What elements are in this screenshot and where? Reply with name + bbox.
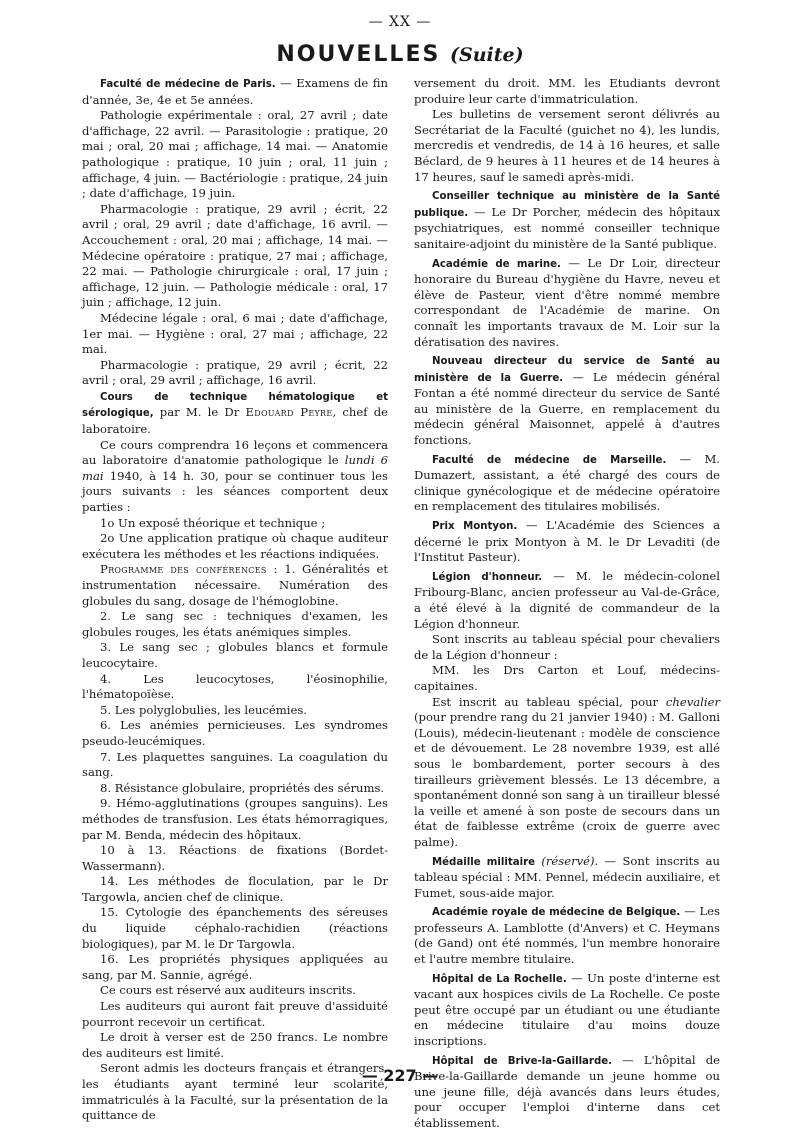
paragraph: Cours de technique hématologique et sérologique, par M. le Dr Edouard Peyre, chef de laboratoire. — [82, 391, 389, 437]
list-item: 2. Le sang sec : techniques d'examen, les globules rouges, les états anémiques simples. — [82, 609, 388, 639]
list-item: 6. Les anémies pernicieuses. Les syndromes pseudo-leucémiques. — [82, 718, 388, 748]
news-heading: Légion d'honneur. — [432, 571, 543, 583]
paragraph: Ce cours est réservé aux auditeurs inscrits. — [100, 983, 356, 998]
list-item: 15. Cytologie des épanchements des séreuses du liquide céphalo-rachidien (réactions biologiques), par M. le Dr Targowla. — [82, 905, 388, 951]
folio-roman: — XX — — [368, 14, 432, 30]
list-item: 7. Les plaquettes sanguines. La coagulation du sang. — [82, 749, 388, 780]
paragraph: Prix Montyon. — L'Académie des Sciences a décerné le prix Montyon à M. le Dr Levaditi (de l'Institut Pasteur). — [414, 518, 721, 565]
paragraph: Pharmacologie : pratique, 29 avril ; écrit, 22 avril ; oral, 29 avril ; date d'affichage, 16 avril. — Accouchement : oral, 20 mai ; affichage, 14 mai. — Médecine opératoire : pratique, 27 mai ; affichage, 22 mai. — Pathologie chirurgicale : oral, 17 juin ; affichage, 12 juin. — Pathologie médicale : oral, 17 juin ; affichage, 12 juin. — [82, 201, 388, 310]
paragraph: Les auditeurs qui auront fait preuve d'assiduité pourront recevoir un certificat. — [82, 999, 388, 1029]
paragraph: Programme des conférences : 1. Généralités et instrumentation nécessaire. Numération des globules du sang, dosage de l'hémoglobine. — [82, 562, 388, 608]
paragraph: Académie de marine. — Le Dr Loir, directeur honoraire du Bureau d'hygiène du Havre, neveu et élève de Pasteur, vient d'être nommé membre correspondant de l'Académie de marine. On connaît les importants travaux de M. Loir sur la dératisation des navires. — [414, 255, 720, 349]
section-title — [0, 42, 800, 67]
news-heading: Académie de marine. — [432, 258, 561, 270]
paragraph: Faculté de médecine de Paris. — Examens de fin d'année, 3e, 4e et 5e années. — [82, 76, 388, 107]
page-number: — 227 — — [361, 1066, 439, 1085]
left-column — [82, 76, 388, 1124]
news-heading: Conseiller technique au ministère de la Santé publique. — [414, 191, 720, 219]
paragraph: Le droit à verser est de 250 francs. Le nombre des auditeurs est limité. — [82, 1030, 388, 1060]
right-column — [414, 76, 720, 1132]
list-item: 4. Les leucocytoses, l'éosinophilie, l'hématopoïèse. — [82, 671, 388, 702]
paragraph: Faculté de médecine de Marseille. — M. Dumazert, assistant, a été chargé des cours de clinique gynécologique et de médecine opératoire en remplacement des titulaires mobilisés. — [414, 451, 720, 514]
list-item: 14. Les méthodes de floculation, par le Dr Targowla, ancien chef de clinique. — [82, 874, 388, 904]
news-heading: Prix Montyon. — [432, 521, 518, 533]
paragraph: Est inscrit au tableau spécial, pour chevalier (pour prendre rang du 21 janvier 1940) : M. Galloni (Louis), médecin-lieutenant : modèle de conscience et de dévouement. Le 28 novembre 1939, est allé sous le bombardement, porter secours à des tirailleurs grièvement blessés. Le 13 décembre, a spontanément donné son sang à un tirailleur blessé la veille et amené à son poste de secours dans un état de faiblesse extrême (croix de guerre avec palme). — [414, 694, 720, 849]
paragraph: Pathologie expérimentale : oral, 27 avril ; date d'affichage, 22 avril. — Parasitologie : pratique, 20 mai ; oral, 20 mai ; affichage, 14 mai. — Anatomie pathologique : pratique, 10 juin ; oral, 11 juin ; affichage, 4 juin. — Bactériologie : pratique, 24 juin ; date d'affichage, 19 juin. — [82, 108, 388, 201]
list-item: 9. Hémo-agglutinations (groupes sanguins). Les méthodes de transfusion. Les états hémorragiques, par M. Benda, médecin des hôpitaux. — [82, 796, 388, 842]
paragraph: 2o Une application pratique où chaque auditeur exécutera les méthodes et les réactions indiquées. — [82, 531, 388, 561]
news-heading: Hôpital de Brive-la-Gaillarde. — [432, 1055, 613, 1067]
section-title-text: NOUVELLES — [276, 42, 441, 67]
news-heading: Médaille militaire — [432, 856, 536, 868]
news-heading: Faculté de médecine de Paris. — [100, 79, 276, 90]
paragraph: Les bulletins de versement seront délivrés au Secrétariat de la Faculté (guichet no 4), les lundis, mercredis et vendredis, de 14 à 16 heures, et salle Béclard, de 9 heures à 11 heures et de 14 heures à 17 heures, sauf le samedi après-midi. — [414, 107, 720, 184]
news-heading: Cours de technique hématologique et sérologique, — [82, 391, 388, 420]
paragraph: Médecine légale : oral, 6 mai ; date d'affichage, 1er mai. — Hygiène : oral, 27 mai ; affichage, 22 mai. — [82, 310, 388, 357]
list-item: 5. Les polyglobulies, les leucémies. — [100, 702, 307, 717]
paragraph: MM. les Drs Carton et Louf, médecins-capitaines. — [414, 663, 720, 693]
paragraph: Académie royale de médecine de Belgique. — Les professeurs A. Lamblotte (d'Anvers) et C. Heymans (de Gand) ont été nommés, l'un membre honoraire et l'autre membre titulaire. — [414, 904, 720, 967]
paragraph: Nouveau directeur du service de Santé au ministère de la Guerre. — Le médecin général Fontan a été nommé directeur du service de Santé au ministère de la Guerre, en remplacement du médecin général Maisonnet, appelé à d'autres fonctions. — [414, 356, 720, 448]
list-item: 10 à 13. Réactions de fixations (Bordet-Wassermann). — [82, 843, 388, 873]
list-item: 3. Le sang sec ; globules blancs et formule leucocytaire. — [82, 640, 388, 670]
news-heading: Académie royale de médecine de Belgique. — [432, 907, 681, 919]
paragraph: Sont inscrits au tableau spécial pour chevaliers de la Légion d'honneur : — [414, 632, 720, 662]
paragraph: 1o Un exposé théorique et technique ; — [100, 515, 326, 530]
paragraph: Médaille militaire (réservé). — Sont inscrits au tableau spécial : MM. Pennel, médecin auxiliaire, et Fumet, sous-aide major. — [414, 853, 720, 900]
list-item: 8. Résistance globulaire, propriétés des sérums. — [100, 780, 385, 795]
news-heading: Faculté de médecine de Marseille. — [432, 454, 667, 466]
paragraph: Hôpital de Brive-la-Gaillarde. — L'hôpital de Brive-la-Gaillarde demande un jeune homme ou une jeune fille, déjà avancés dans leurs études, pour occuper l'emploi d'interne dans cet établissement. — [414, 1052, 720, 1130]
paragraph: Pharmacologie : pratique, 29 avril ; écrit, 22 avril ; oral, 29 avril ; affichage, 16 avril. — [82, 357, 388, 388]
news-heading: Nouveau directeur du service de Santé au ministère de la Guerre. — [414, 356, 720, 384]
paragraph: Seront admis les docteurs français et étrangers, les étudiants ayant terminé leur scolarité, immatriculés à la Faculté, sur la présentation de la quittance de — [82, 1061, 388, 1123]
programme-heading: Programme des conférences : — [100, 562, 278, 577]
list-item: 16. Les propriétés physiques appliquées au sang, par M. Sannie, agrégé. — [82, 952, 388, 982]
news-heading: Hôpital de La Rochelle. — [432, 973, 567, 985]
paragraph: Hôpital de La Rochelle. — Un poste d'interne est vacant aux hospices civils de La Rochelle. Ce poste peut être occupé par un étudiant ou une étudiante en médecine titulaire d'au moins douze inscriptions. — [414, 970, 720, 1049]
paragraph: Ce cours comprendra 16 leçons et commencera au laboratoire d'anatomie pathologique le lundi 6 mai 1940, à 14 h. 30, pour se continuer tous les jours suivants : les séances comportent deux parties : — [82, 437, 388, 515]
paragraph: Légion d'honneur. — M. le médecin-colonel Fribourg-Blanc, ancien professeur au Val-de-Grâce, a été élevé à la dignité de commandeur de la Légion d'honneur. — [414, 568, 720, 631]
section-title-suite: (Suite) — [450, 44, 524, 66]
paragraph: versement du droit. MM. les Etudiants devront produire leur carte d'immatriculation. — [414, 76, 720, 106]
paragraph: Conseiller technique au ministère de la Santé publique. — Le Dr Porcher, médecin des hôpitaux psychiatriques, est nommé conseiller technique sanitaire-adjoint du ministère de la Santé publique. — [414, 191, 720, 251]
